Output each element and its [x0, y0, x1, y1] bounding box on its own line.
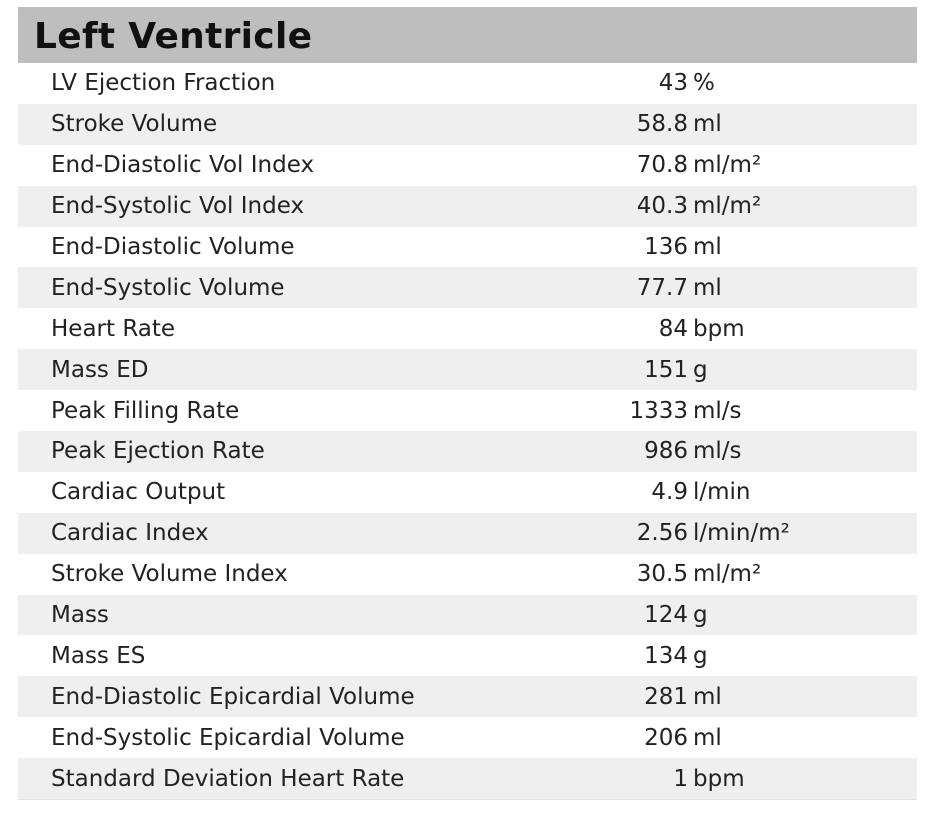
measurement-value: [588, 357, 758, 383]
measurement-label: End-Diastolic Vol Index: [51, 152, 315, 179]
value-unit: l/min: [693, 479, 751, 506]
bottom-divider: [18, 799, 917, 800]
table-row: [18, 267, 917, 308]
table-row: [18, 104, 917, 145]
table-row: [18, 227, 917, 268]
table-row: [18, 635, 917, 676]
measurement-label: End-Systolic Volume: [51, 274, 285, 301]
measurement-value: [588, 520, 790, 547]
table-row: [18, 390, 917, 431]
measurement-value: [588, 438, 758, 464]
value-unit: bpm: [693, 765, 745, 792]
value-number: 986: [644, 438, 688, 465]
measurement-value: [588, 70, 758, 96]
value-number: 77.7: [636, 274, 688, 301]
measurement-label: Heart Rate: [51, 315, 176, 342]
table-row: [18, 349, 917, 390]
measurement-label: Stroke Volume Index: [51, 561, 288, 588]
table-row: [18, 595, 917, 636]
measurement-value: [588, 275, 758, 301]
value-unit: ml: [693, 111, 722, 138]
value-unit: bpm: [693, 315, 745, 342]
value-number: 124: [644, 602, 688, 629]
table-row: [18, 145, 917, 186]
value-unit: ml: [693, 274, 722, 301]
value-number: 70.8: [636, 152, 688, 179]
section-header: [18, 9, 917, 63]
measurement-value: [588, 643, 758, 669]
value-unit: g: [693, 602, 708, 629]
table-row: [18, 676, 917, 717]
measurement-label: Mass: [51, 602, 109, 629]
value-unit: ml/m²: [693, 152, 762, 179]
table-row: [18, 472, 917, 513]
value-number: 2.56: [636, 520, 688, 547]
measurement-label: Peak Ejection Rate: [51, 438, 265, 465]
measurement-value: [588, 152, 762, 179]
value-number: 281: [644, 683, 688, 710]
measurement-value: [588, 316, 758, 342]
table-row: [18, 554, 917, 595]
measurement-value: [588, 111, 758, 137]
table-row: [18, 431, 917, 472]
value-unit: g: [693, 642, 708, 669]
value-unit: ml/s: [693, 397, 742, 424]
table-row: [18, 63, 917, 104]
measurement-label: Standard Deviation Heart Rate: [51, 765, 405, 792]
value-number: 43: [658, 70, 688, 97]
value-number: 84: [658, 315, 688, 342]
measurement-label: End-Systolic Vol Index: [51, 193, 305, 220]
value-number: 206: [644, 724, 688, 751]
value-unit: ml: [693, 683, 722, 710]
value-unit: ml: [693, 234, 722, 260]
measurement-label: End-Diastolic Epicardial Volume: [51, 683, 415, 710]
value-unit: ml/s: [693, 438, 742, 465]
measurement-label: Cardiac Output: [51, 479, 226, 506]
measurement-value: [588, 479, 758, 505]
left-ventricle-panel: [18, 9, 917, 799]
value-number: 58.8: [636, 111, 688, 138]
value-number: 1333: [629, 397, 688, 424]
measurement-label: Cardiac Index: [51, 520, 209, 547]
measurement-value: [588, 684, 758, 710]
measurement-label: End-Diastolic Volume: [51, 234, 295, 260]
measurement-value: [588, 561, 762, 588]
value-number: 30.5: [636, 561, 688, 588]
value-unit: %: [693, 70, 715, 97]
measurement-label: Peak Filling Rate: [51, 397, 240, 424]
measurement-label: Mass ES: [51, 642, 146, 669]
value-number: 40.3: [636, 193, 688, 220]
value-unit: ml/m²: [693, 193, 762, 220]
value-number: 4.9: [651, 479, 688, 506]
measurement-value: [588, 766, 758, 792]
measurement-value: [588, 193, 762, 220]
table-row: [18, 717, 917, 758]
table-row: [18, 513, 917, 554]
measurement-label: Stroke Volume: [51, 111, 218, 138]
measurement-label: Mass ED: [51, 356, 149, 383]
measurement-value: [588, 398, 758, 424]
value-number: 1: [673, 765, 688, 792]
measurement-label: End-Systolic Epicardial Volume: [51, 724, 405, 751]
value-unit: l/min/m²: [693, 520, 790, 547]
measurement-value: [588, 602, 758, 628]
value-unit: ml: [693, 724, 722, 751]
measurement-value: [588, 234, 758, 260]
section-title: Left Ventricle: [34, 15, 313, 57]
value-unit: ml/m²: [693, 561, 762, 588]
measurement-value: [588, 725, 758, 751]
table-row: [18, 186, 917, 227]
value-number: 151: [644, 356, 688, 383]
value-number: 134: [644, 642, 688, 669]
value-number: 136: [644, 234, 688, 260]
measurements-table: [18, 63, 917, 799]
value-unit: g: [693, 356, 708, 383]
measurement-label: LV Ejection Fraction: [51, 70, 276, 97]
table-row: [18, 758, 917, 799]
table-row: [18, 308, 917, 349]
